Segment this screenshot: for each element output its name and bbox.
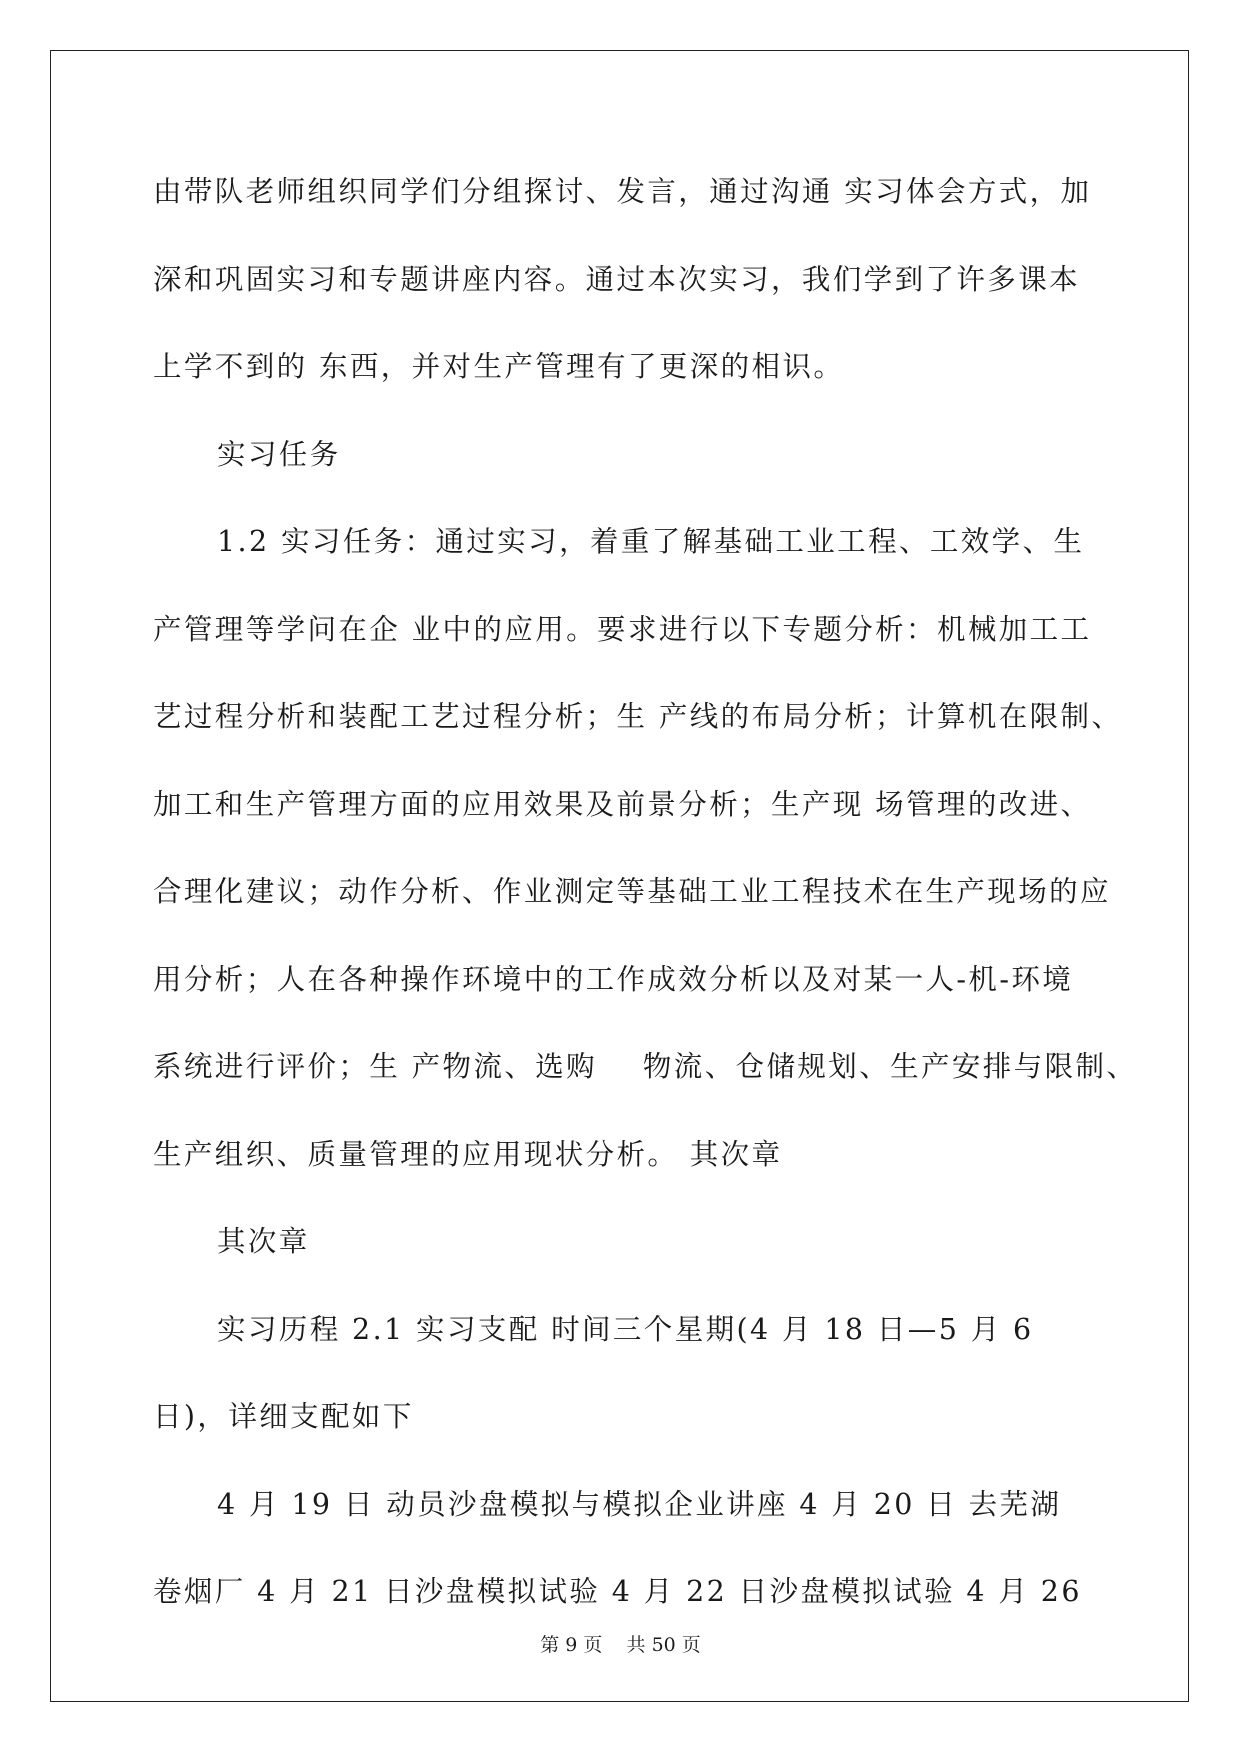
text-line: 合理化建议；动作分析、作业测定等基础工业工程技术在生产现场的应	[153, 875, 1111, 908]
section-heading: 实习任务	[217, 437, 341, 471]
text-line: 艺过程分析和装配工艺过程分析；生 产线的布局分析；计算机在限制、	[153, 700, 1123, 733]
text-line: 深和巩固实习和专题讲座内容。通过本次实习，我们学到了许多课本	[153, 262, 1081, 296]
text-line: 用分析；人在各种操作环境中的工作成效分析以及对某一人-机-环境	[153, 962, 1074, 996]
text-line: 系统进行评价；生 产物流、选购 物流、仓储规划、生产安排与限制、	[153, 1050, 1138, 1083]
text-line: 产管理等学问在企 业中的应用。要求进行以下专题分析：机械加工工	[153, 612, 1092, 646]
text-line: 实习历程 2.1 实习支配 时间三个星期(4 月 18 日—5 月 6	[217, 1312, 1034, 1346]
document-body	[153, 162, 1138, 1650]
text-line: 日)，详细支配如下	[153, 1400, 414, 1433]
chapter-heading: 其次章	[217, 1225, 310, 1258]
text-line: 由带队老师组织同学们分组探讨、发言，通过沟通 实习体会方式，加	[153, 175, 1092, 208]
page-number-footer: 第 9 页 共 50 页	[540, 1634, 701, 1656]
text-line: 加工和生产管理方面的应用效果及前景分析；生产现 场管理的改进、	[153, 787, 1092, 821]
text-line: 4 月 19 日 动员沙盘模拟与模拟企业讲座 4 月 20 日 去芜湖	[217, 1487, 1062, 1521]
text-line: 1.2 实习任务：通过实习，着重了解基础工业工程、工效学、生	[217, 525, 1085, 558]
text-line: 卷烟厂 4 月 21 日沙盘模拟试验 4 月 22 日沙盘模拟试验 4 月 26	[153, 1575, 1082, 1608]
text-line: 上学不到的 东西，并对生产管理有了更深的相识。	[153, 350, 845, 383]
text-line: 生产组织、质量管理的应用现状分析。 其次章	[153, 1137, 783, 1171]
